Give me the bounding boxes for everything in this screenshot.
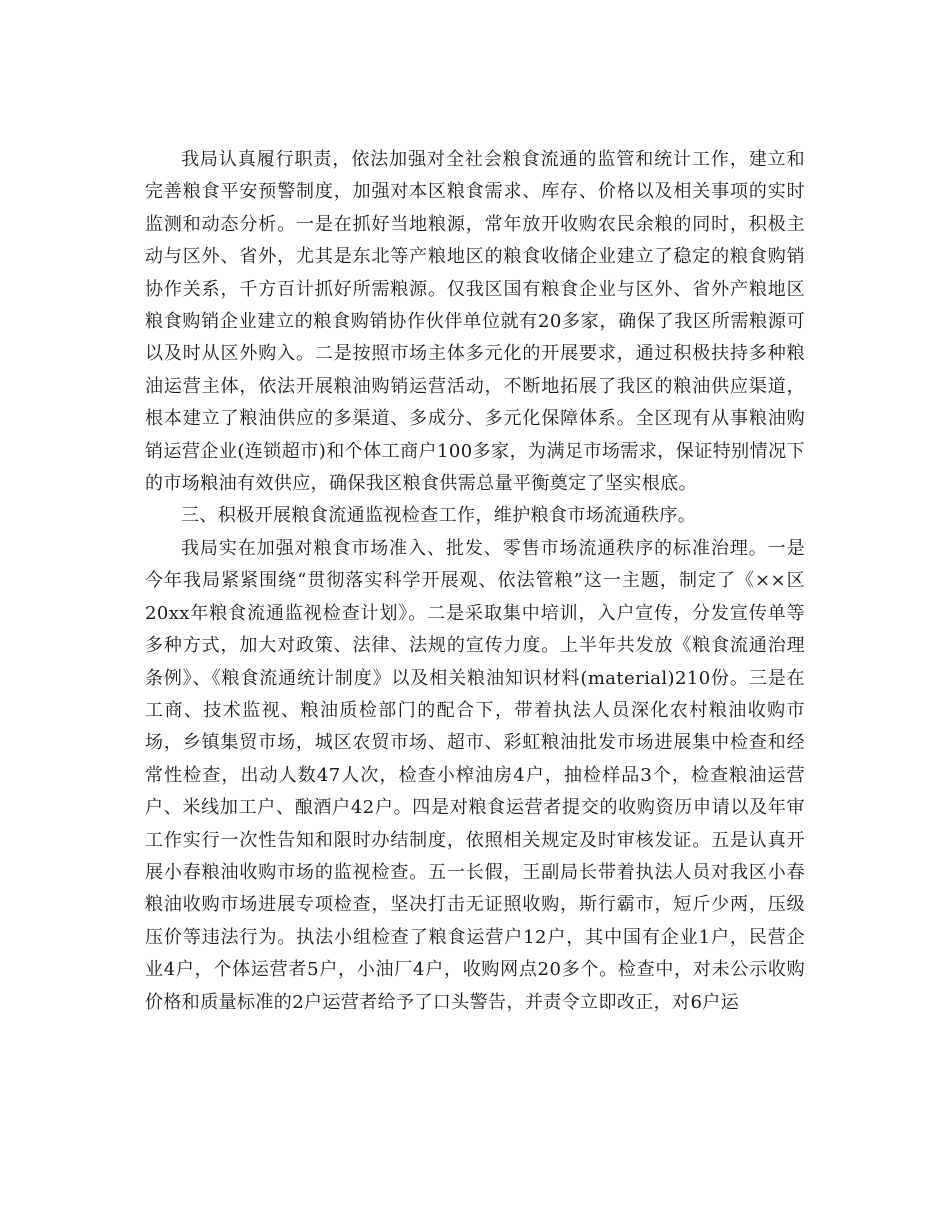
document-page xyxy=(145,144,805,1019)
paragraph-grain-supply-monitoring: 我局认真履行职责，依法加强对全社会粮食流通的监管和统计工作，建立和完善粮食平安预警制度，加强对本区粮食需求、库存、价格以及相关事项的实时监测和动态分析。一是在抓好当地粮源，常年放开收购农民余粮的同时，积极主动与区外、省外，尤其是东北等产粮地区的粮食收储企业建立了稳定的粮食购销协作关系，千方百计抓好所需粮源。仅我区国有粮食企业与区外、省外产粮地区粮食购销企业建立的粮食购销协作伙伴单位就有20多家，确保了我区所需粮源可以及时从区外购入。二是按照市场主体多元化的开展要求，通过积极扶持多种粮油运营主体，依法开展粮油购销运营活动，不断地拓展了我区的粮油供应渠道，根本建立了粮油供应的多渠道、多成分、多元化保障体系。全区现有从事粮油购销运营企业(连锁超市)和个体工商户100多家，为满足市场需求，保证特别情况下的市场粮油有效供应，确保我区粮食供需总量平衡奠定了坚实根底。 xyxy=(145,149,805,495)
section-heading-supervision: 三、积极开展粮食流通监视检查工作，维护粮食市场流通秩序。 xyxy=(181,505,697,527)
paragraph-market-inspection: 我局实在加强对粮食市场准入、批发、零售市场流通秩序的标准治理。一是今年我局紧紧围绕“贯彻落实科学开展观、依法管粮”这一主题，制定了《××区20xx年粮食流通监视检查计划》。二是采取集中培训，入户宣传，分发宣传单等多种方式，加大对政策、法律、法规的宣传力度。上半年共发放《粮食流通治理条例》、《粮食流通统计制度》以及相关粮油知识材料(material)210份。三是在工商、技术监视、粮油质检部门的配合下，带着执法人员深化农村粮油收购市场，乡镇集贸市场，城区农贸市场、超市、彩虹粮油批发市场进展集中检查和经常性检查，出动人数47人次，检查小榨油房4户，抽检样品3个，检查粮油运营户、米线加工户、酿酒户42户。四是对粮食运营者提交的收购资历申请以及年审工作实行一次性告知和限时办结制度，依照相关规定及时审核发证。五是认真开展小春粮油收购市场的监视检查。五一长假，王副局长带着执法人员对我区小春粮油收购市场进展专项检查，坚决打击无证照收购，斯行霸市，短斤少两，压级压价等违法行为。执法小组检查了粮食运营户12户，其中国有企业1户，民营企业4户，个体运营者5户，小油厂4户，收购网点20多个。检查中，对未公示收购价格和质量标准的2户运营者给予了口头警告，并责令立即改正，对6户运 xyxy=(145,537,805,1013)
